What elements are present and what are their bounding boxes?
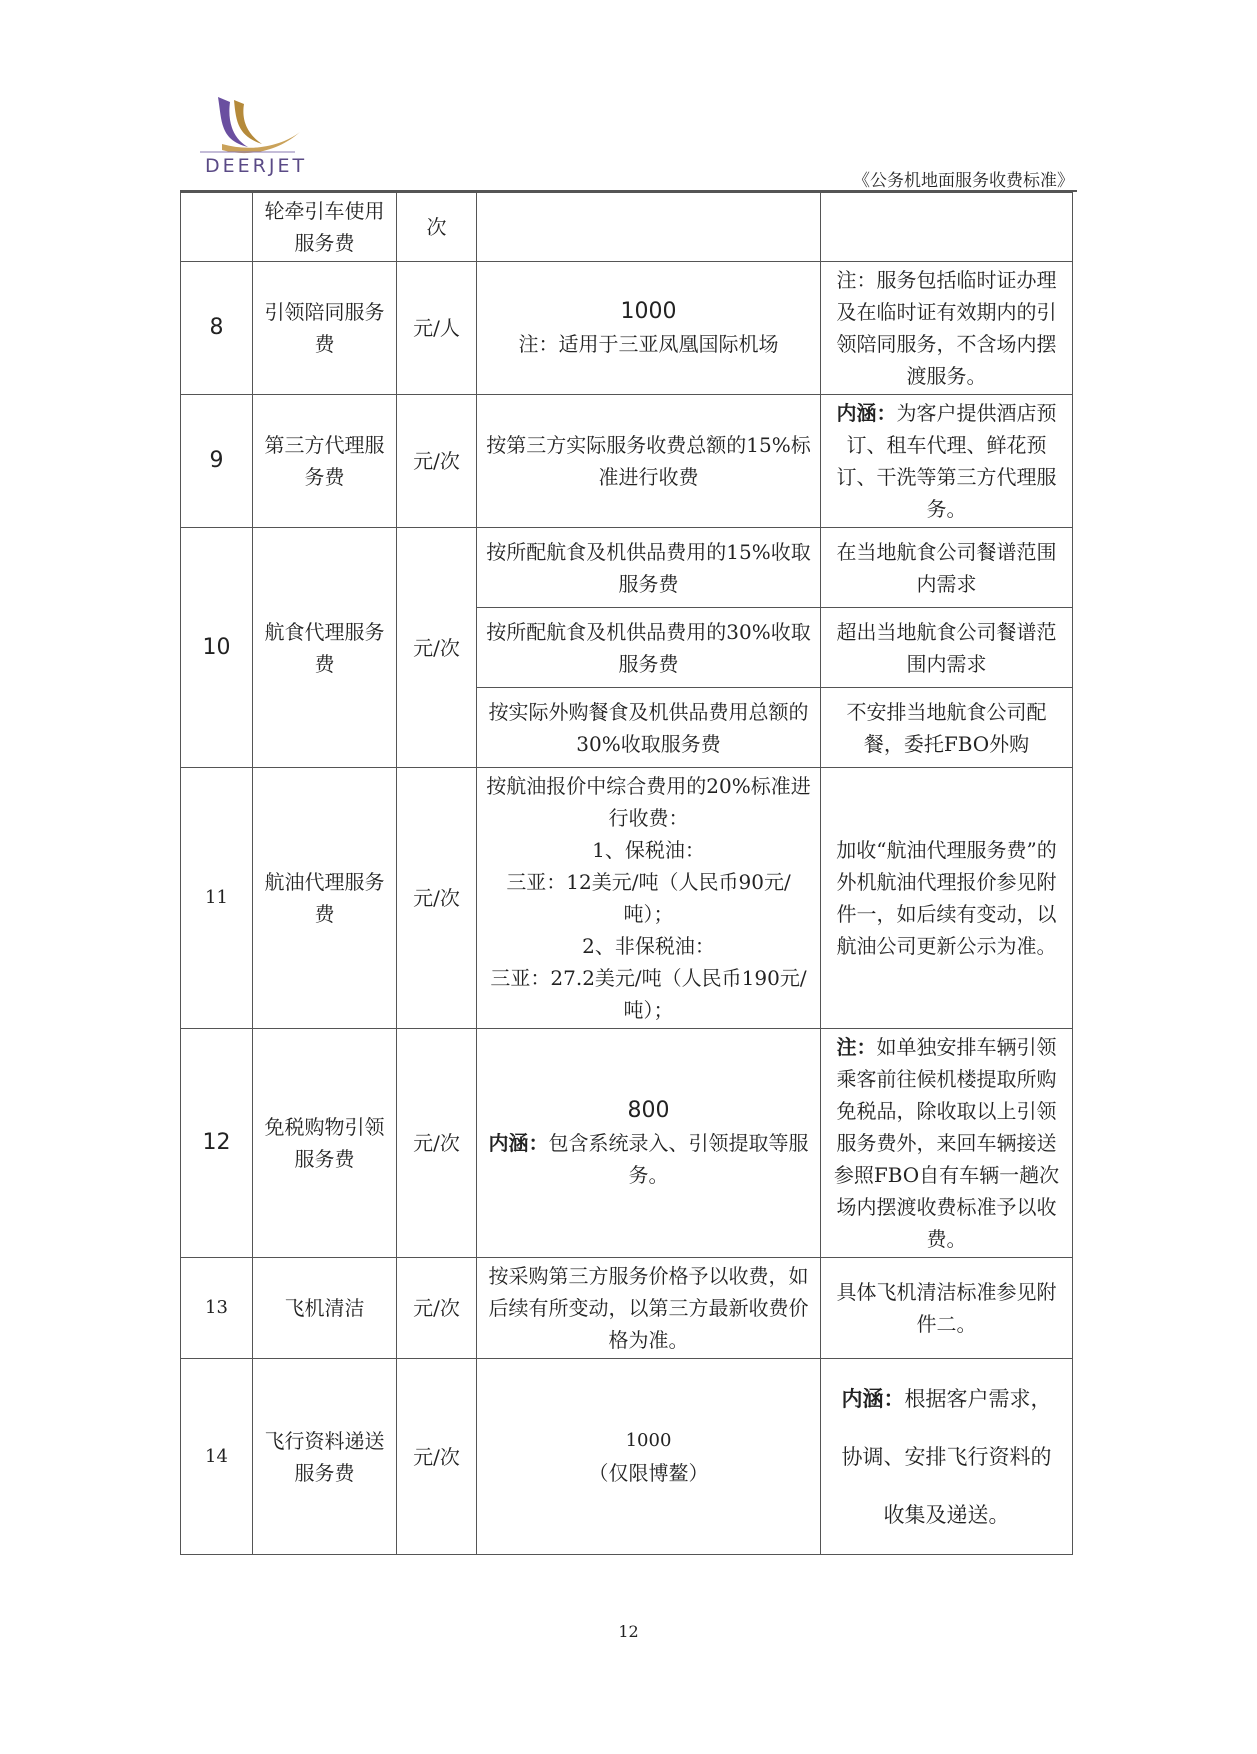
row-number [181, 193, 253, 262]
price [477, 262, 821, 395]
price-line: 2、非保税油： [582, 934, 715, 958]
note-label: 内涵： [841, 1386, 905, 1411]
price: 按所配航食及机供品费用的30%收取服务费 [477, 608, 821, 688]
table-row [181, 1029, 1073, 1258]
page-number: 12 [618, 1622, 639, 1641]
row-number: 14 [181, 1359, 253, 1555]
price [477, 193, 821, 262]
note-text: 为客户提供酒店预订、租车代理、鲜花预订、干洗等第三方代理服务。 [836, 401, 1057, 521]
note-line: 根据客户需求， [904, 1386, 1052, 1411]
row-number: 11 [181, 768, 253, 1029]
table-row [181, 768, 1073, 1029]
unit: 元/次 [397, 395, 477, 528]
row-number: 12 [181, 1029, 253, 1258]
unit: 元/次 [397, 528, 477, 768]
fee-table [180, 192, 1073, 1555]
table-row [181, 528, 1073, 608]
price-line: 按航油报价中综合费用的20%标准进行收费： [486, 774, 811, 830]
price-note: 包含系统录入、引领提取等服务。 [548, 1131, 809, 1187]
service-name: 航食代理服务费 [253, 528, 397, 768]
note: 注：服务包括临时证办理及在临时证有效期内的引领陪同服务，不含场内摆渡服务。 [821, 262, 1073, 395]
unit: 元/次 [397, 1029, 477, 1258]
price [477, 768, 821, 1029]
price: 按采购第三方服务价格予以收费，如后续有所变动，以第三方最新收费价格为准。 [477, 1258, 821, 1359]
price-value: 1000 [625, 1429, 672, 1451]
price-value: 1000 [620, 299, 677, 324]
price-line: 三亚：12美元/吨（人民币90元/吨）； [506, 870, 791, 926]
service-name: 航油代理服务费 [253, 768, 397, 1029]
table-row [181, 1258, 1073, 1359]
note: 具体飞机清洁标准参见附件二。 [821, 1258, 1073, 1359]
price-value: 800 [627, 1098, 670, 1123]
table-row [181, 262, 1073, 395]
note: 不安排当地航食公司配餐，委托FBO外购 [821, 688, 1073, 768]
row-number: 9 [181, 395, 253, 528]
service-name: 轮牵引车使用服务费 [253, 193, 397, 262]
note [821, 1359, 1073, 1555]
price-line: 1、保税油： [592, 838, 705, 862]
service-name: 飞机清洁 [253, 1258, 397, 1359]
note-line: 收集及递送。 [883, 1502, 1010, 1527]
unit: 元/次 [397, 768, 477, 1029]
note [821, 395, 1073, 528]
service-name: 第三方代理服务费 [253, 395, 397, 528]
unit: 次 [397, 193, 477, 262]
price [477, 1029, 821, 1258]
row-number: 10 [181, 528, 253, 768]
note [821, 193, 1073, 262]
note-text: 如单独安排车辆引领乘客前往候机楼提取所购免税品，除收取以上引领服务费外，来回车辆接送参照FBO自有车辆一趟次场内摆渡收费标准予以收费。 [833, 1035, 1060, 1251]
price: 按第三方实际服务收费总额的15%标准进行收费 [477, 395, 821, 528]
price-note: （仅限博鳌） [588, 1460, 709, 1485]
table-row [181, 395, 1073, 528]
row-number: 8 [181, 262, 253, 395]
note-label: 内涵： [836, 401, 897, 425]
note-line: 协调、安排飞行资料的 [841, 1444, 1052, 1469]
price: 按实际外购餐食及机供品费用总额的30%收取服务费 [477, 688, 821, 768]
service-name: 飞行资料递送服务费 [253, 1359, 397, 1555]
note: 超出当地航食公司餐谱范围内需求 [821, 608, 1073, 688]
service-name: 免税购物引领服务费 [253, 1029, 397, 1258]
logo-text: DEERJET [205, 155, 308, 177]
price: 按所配航食及机供品费用的15%收取服务费 [477, 528, 821, 608]
note-label: 注： [836, 1035, 877, 1059]
price-note-label: 内涵： [488, 1131, 549, 1155]
table-row [181, 1359, 1073, 1555]
table-row [181, 193, 1073, 262]
price-line: 三亚：27.2美元/吨（人民币190元/吨）； [490, 966, 807, 1022]
unit: 元/次 [397, 1258, 477, 1359]
note: 在当地航食公司餐谱范围内需求 [821, 528, 1073, 608]
unit: 元/人 [397, 262, 477, 395]
unit: 元/次 [397, 1359, 477, 1555]
document-title: 《公务机地面服务收费标准》 [853, 171, 1074, 191]
note: 加收“航油代理服务费”的外机航油代理报价参见附件一，如后续有变动，以航油公司更新公示为准。 [821, 768, 1073, 1029]
price [477, 1359, 821, 1555]
service-name: 引领陪同服务费 [253, 262, 397, 395]
row-number: 13 [181, 1258, 253, 1359]
price-note: 注：适用于三亚凤凰国际机场 [518, 332, 779, 356]
note [821, 1029, 1073, 1258]
